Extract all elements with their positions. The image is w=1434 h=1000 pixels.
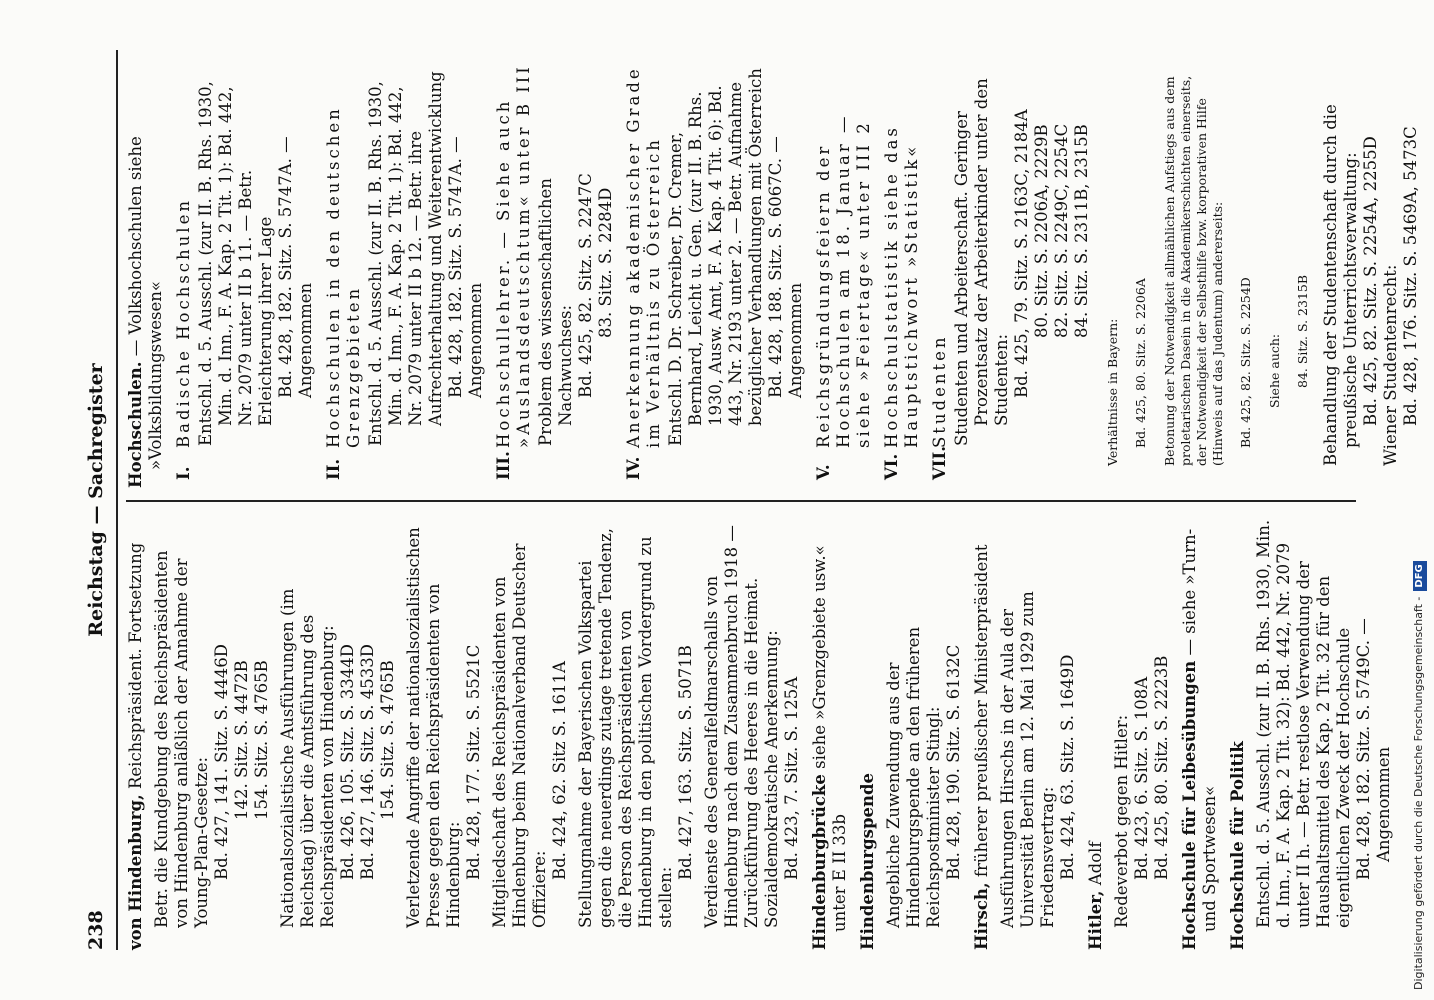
entry-head: Hitler, [1086, 890, 1105, 950]
betonung-ref: Bd. 425, 82. Sitz. S. 2254D [1238, 277, 1253, 448]
section-heading: Studenten [930, 334, 949, 448]
index-entry-head [1086, 518, 1106, 950]
entry-reference: Bd. 426, 105. Sitz. S. 3344D [338, 644, 357, 880]
section-number: V. [814, 464, 833, 480]
section-number: III. [494, 451, 513, 480]
bayern-note: Verhältnisse in Bayern: [1104, 318, 1120, 466]
entry-head: Hindenburgbrücke [810, 774, 829, 950]
section-reference: Bd. 425, 82. Sitz. S. 2247C [576, 173, 595, 398]
entry-head: von Hindenburg, [126, 794, 145, 950]
section-body: Studenten und Arbeiterschaft. Geringer Prozentsatz der Arbeiterkinder unter den Studenten: [952, 78, 1011, 446]
siehe-auch: Siehe auch: [1266, 333, 1282, 408]
section-heading: Hochschulen in den deutschen Grenzgebieten [324, 106, 363, 448]
siehe-ref: 84. Sitz. S. 2315B [1295, 274, 1310, 388]
section-reference: Bd. 428, 182. Sitz. S. 5747A. — Angenommen [446, 136, 485, 398]
entry-head: Hirsch, [972, 882, 991, 950]
entry-reference: Bd. 428, 190. Sitz. S. 6132C [944, 644, 963, 880]
section-title [174, 56, 194, 488]
section-reference: 83. Sitz. S. 2284D [596, 187, 615, 338]
behandlung-ref: Bd. 425, 82. Sitz. S. 2254A, 2255D [1361, 136, 1380, 426]
section-7 [930, 56, 1092, 488]
page-number: 238 [85, 910, 107, 950]
entry-reference: Bd. 424, 63. Sitz. S. 1649D [1058, 654, 1077, 880]
entry-text: Adolf [1086, 841, 1105, 891]
section-5 [814, 56, 874, 488]
section-number: I. [174, 466, 193, 480]
dfg-logo: DFG [1413, 561, 1427, 590]
funding-note: Digitalisierung gefördert durch die Deutsche Forschungsgemeinschaft - [1412, 596, 1425, 990]
entry-reference: 142. Sitz. S. 4472B [232, 660, 251, 820]
entry-reference: Bd. 427, 146. Sitz. S. 4533D [358, 644, 377, 880]
section-reference: Bd. 428, 188. Sitz. S. 6067C. — Angenommen [766, 136, 805, 398]
index-entry-head [810, 518, 850, 950]
section-reference: 84. Sitz. S. 2311B, 2315B [1072, 124, 1091, 338]
behandlung-text: Behandlung der Studentenschaft durch die preußische Unterrichtsverwaltung: [1321, 104, 1360, 466]
entry-description: Angebliche Zuwendung aus der Hindenburgspende an den früheren Reichspostminister Stingl: [884, 626, 943, 928]
column-divider [126, 501, 1356, 503]
section-heading: Anerkennung akademischer Grade im Verhältnis zu Österreich [624, 66, 663, 448]
entry-description: Ausführungen Hirschs in der Aula der Universität Berlin am 12. Mai 1929 zum Friedensvertrag: [998, 591, 1057, 928]
index-entry-head [972, 518, 992, 950]
section-heading: Reichsgründungsfeiern der Hochschulen am 18. Januar — siehe »Feiertage« unter III 2 [814, 113, 873, 448]
index-entry-head [1228, 518, 1248, 950]
entry-reference: Bd. 423, 6. Sitz. S. 108A [1132, 676, 1151, 880]
section-body: Problem des wissenschaftlichen Nachwuchses: [536, 178, 575, 446]
section-6 [882, 56, 922, 488]
section-reference: 80. Sitz. S. 2206A, 2229B [1032, 124, 1051, 338]
entry-description: Betr. die Kundgebung des Reichspräsidenten von Hindenburg anläßlich der Annahme der Young-Plan-Gesetze: [152, 550, 211, 928]
entry-description: Verletzende Angriffe der nationalsozialistischen Presse gegen den Reichspräsidenten von Hindenburg: [404, 527, 463, 928]
entry-reference: Bd. 428, 182. Sitz. S. 5749C. — Angenommen [1354, 618, 1393, 880]
entry-description: Stellungnahme der Bayerischen Volkspartei gegen die neuerdings zutage tretende Tendenz, die Person des Reichspräsidenten von Hindenburg in den politischen Vordergrund zu stellen: [576, 527, 675, 928]
entry-description: Mitgliedschaft des Reichspräsidenten von Hindenburg beim Nationalverband Deutscher Offiziere: [490, 543, 549, 928]
page-header [80, 50, 110, 950]
section-heading: Badische Hochschulen [174, 198, 193, 448]
entry-reference: Bd. 427, 141. Sitz. S. 4446D [212, 644, 231, 880]
entry-reference: Bd. 424, 62. Sitz S. 1611A [550, 661, 569, 880]
section-2 [324, 56, 486, 488]
entry-text: — Volkshochschulen siehe »Volksbildungswesen« [126, 136, 165, 470]
entry-description: Verdienste des Generalfeldmarschalls von Hindenburg nach dem Zusammenbruch 1918 — Zurückführung des Heeres in die Heimat. Sozialdemokratische Anerkennung: [702, 525, 781, 928]
entry-reference: Bd. 427, 163. Sitz. S. 5071B [676, 645, 695, 880]
running-title: Reichstag — Sachregister [85, 363, 107, 637]
section-number: IV. [624, 456, 643, 480]
entry-text: Reichspräsident. Fortsetzung [126, 542, 145, 795]
left-column [126, 518, 1393, 950]
section-title [930, 56, 950, 488]
index-entry-head [858, 518, 878, 950]
section-number: II. [324, 458, 343, 480]
betonung-note: Betonung der Notwendigkeit allmählichen Aufstiegs aus dem proletarischen Dasein in die Akademikerschichten einerseits, der Notwendigkeit der Selbsthilfe bzw. korporativen Hilfe (Hinweis auf das Judentum) andererseits: [1161, 75, 1225, 466]
section-heading: Hochschulstatistik siehe das Hauptstichwort »Statistik« [882, 125, 921, 448]
entry-reference: 154. Sitz. S. 4765B [378, 660, 397, 820]
entry-description: Entschl. d. 5. Ausschl. (zur II. B. Rhs. 1930, Min. d. Inn., F. A. Kap. 2 Tit. 32): Bd. 442, Nr. 2079 unter II h. — Betr. restlose Verwendung der Haushaltsmittel des Kap. 2 Tit. 32 für den eigentlichen Zweck der Hochschule [1254, 519, 1353, 928]
entry-head: Hochschule für Politik [1228, 741, 1247, 950]
section-4 [624, 56, 806, 488]
right-column [126, 56, 1420, 488]
entry-reference: Bd. 425, 80. Sitz. S. 2223B [1152, 655, 1171, 880]
entry-head: Hochschulen. [126, 361, 145, 488]
wiener-text: Wiener Studentenrecht: [1381, 264, 1400, 466]
section-reference: Bd. 425, 79. Sitz. S. 2163C, 2184A [1012, 109, 1031, 398]
entry-reference: 154. Sitz. S. 4765B [252, 660, 271, 820]
section-number: VII. [930, 446, 949, 480]
entry-reference: Bd. 423, 7. Sitz. S. 125A [782, 676, 801, 880]
section-3 [494, 56, 616, 488]
bayern-ref: Bd. 425, 80. Sitz. S. 2206A [1133, 278, 1148, 448]
entry-reference: Bd. 428, 177. Sitz. S. 5521C [464, 644, 483, 880]
sections-list [174, 56, 1092, 488]
index-entry-head [1180, 518, 1220, 950]
digitization-sidebar [1406, 0, 1432, 1000]
section-1 [174, 56, 316, 488]
section-body: Entschl. D. Dr. Schreiber, Dr. Cremer, Bernhard, Leicht u. Gen. (zur II. B. Rhs. 1930, Ausw. Amt, F. A. Kap. 4 Tit. 6): Bd. 443, Nr. 2193 unter 2. — Betr. Aufnahme bezüglicher Verhandlungen mit Österreich [666, 68, 765, 446]
section-title [494, 56, 534, 488]
entry-text: früherer preußischer Ministerpräsident [972, 544, 991, 883]
section-body: Entschl. d. 5. Ausschl. (zur II. B. Rhs. 1930, Min. d. Inn., F. A. Kap. 2 Tit. 1): Bd. 442, Nr. 2079 unter II b 12. — Betr. ihre Aufrechterhaltung und Weiterentwicklung [366, 71, 445, 446]
entry-text: siehe »Grenzgebiete usw.« unter E II 33b [810, 545, 849, 932]
header-rule [116, 50, 118, 950]
section-title [882, 56, 922, 488]
section-body: Entschl. d. 5. Ausschl. (zur II. B. Rhs. 1930, Min. d. Inn., F. A. Kap. 2 Tit. 1): Bd. 442, Nr. 2079 unter II b 11. — Betr. Erleichterung ihrer Lage [196, 81, 275, 446]
sidebar-text [1406, 0, 1432, 990]
index-entry-head [126, 518, 146, 950]
section-number: VI. [882, 453, 901, 480]
section-title [814, 56, 874, 488]
entry-hochschulen [126, 56, 166, 488]
wiener-ref: Bd. 428, 176. Sitz. S. 5469A, 5473C [1401, 126, 1420, 426]
entry-head: Hindenburgspende [858, 772, 877, 950]
section-title [624, 56, 664, 488]
section-title [324, 56, 364, 488]
entry-head: Hochschule für Leibesübungen [1180, 660, 1199, 950]
section-reference: 82. Sitz. S. 2249C, 2254C [1052, 123, 1071, 338]
section-reference: Bd. 428, 182. Sitz. S. 5747A. — Angenommen [276, 136, 315, 398]
entry-description: Nationalsozialistische Ausführungen (im Reichstag) über die Amtsführung des Reichspräsidenten von Hindenburg: [278, 588, 337, 928]
entry-text: — siehe »Turn- und Sportwesen« [1180, 528, 1219, 932]
entry-description: Redeverbot gegen Hitler: [1112, 714, 1131, 928]
section-heading: Hochschullehrer. — Siehe auch »Auslandsdeutschtum« unter B III [494, 64, 533, 448]
